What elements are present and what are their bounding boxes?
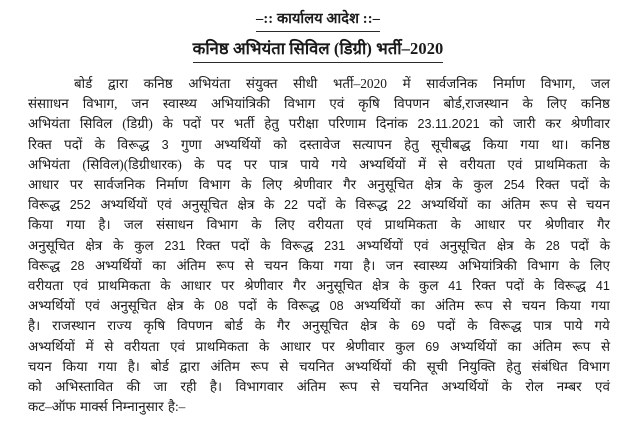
word: क्षेत्र (496, 237, 514, 253)
word: नम्बर (556, 378, 582, 394)
word: 231 (324, 238, 346, 253)
order-body-text (0, 74, 636, 417)
word: पाये (300, 156, 319, 172)
word: कुल (395, 338, 415, 354)
word: को (273, 136, 287, 152)
word: भर्ती (233, 116, 255, 132)
word: से (279, 358, 289, 374)
body-line (28, 357, 610, 377)
body-line (28, 175, 610, 195)
word: अभ्यर्थियों (214, 136, 261, 152)
word: श्रेणीवार (293, 176, 333, 192)
word: बोर्ड,राजस्थान (443, 96, 509, 112)
word: पदों (307, 197, 326, 213)
word: के (266, 298, 278, 314)
body-line (28, 155, 610, 175)
word: से (370, 378, 380, 394)
word: 22 (283, 198, 298, 213)
body-line (28, 377, 610, 397)
word: सार्वजनिक (93, 176, 145, 192)
word: अंतिम (500, 197, 531, 213)
word: रूप (539, 197, 558, 213)
word: अभ्यर्थियों (420, 197, 468, 213)
word: सार्वजनिक (426, 75, 478, 91)
word: रोल (525, 378, 544, 394)
word: चयन (28, 358, 52, 374)
word: दिनांक (375, 116, 408, 132)
word: अनुसूचित (28, 237, 75, 253)
word: सूची (426, 358, 448, 374)
word: 69 (425, 339, 440, 354)
word: पर (518, 217, 532, 233)
word: विभाग (578, 358, 610, 374)
word: विभाग, (540, 75, 576, 91)
body-line (28, 316, 610, 336)
word: दस्तावेज (299, 136, 341, 152)
word: एवं (85, 298, 100, 314)
word: जन (385, 257, 404, 273)
word: अनुसूचित (439, 237, 486, 253)
word: अनुसूचित (315, 277, 363, 293)
word: रूप (572, 338, 591, 354)
word: किया (62, 358, 88, 374)
word: विभाग (198, 176, 231, 192)
word: किया (28, 217, 53, 233)
word: श्रेणीवार (244, 277, 284, 293)
word: एवं (329, 96, 345, 112)
word: एवं (413, 237, 429, 253)
word: अनुसूचित (367, 176, 414, 192)
word: 69 (411, 319, 426, 334)
word: चयन (521, 298, 546, 314)
word: पर (69, 176, 83, 192)
word: है। (127, 358, 140, 374)
body-line (28, 114, 610, 134)
word: जल (590, 75, 610, 91)
word: गया (591, 298, 610, 314)
word: से (567, 197, 577, 213)
word: चयनित (393, 378, 429, 394)
word: गया (98, 358, 117, 374)
word: क्षेत्र (85, 237, 103, 253)
word: अभ्यर्थियों (450, 338, 497, 354)
word: किया (555, 298, 581, 314)
word: गया (66, 217, 86, 233)
word: गये (331, 156, 347, 172)
body-line (28, 215, 610, 235)
word: रूप (250, 358, 269, 374)
word: के (94, 136, 105, 152)
word: रूप (216, 257, 235, 273)
body-line (28, 74, 610, 94)
word: संसाधन (156, 217, 194, 233)
word: आधार (180, 277, 212, 293)
word: संसााधन (28, 96, 69, 112)
word: अभ्यर्थियों (358, 156, 406, 172)
word: निर्माण (155, 176, 188, 192)
word: के (388, 318, 400, 334)
word: 41 (595, 278, 610, 293)
word: विपणन (176, 318, 213, 334)
word: बोर्ड (224, 318, 243, 334)
word: द्वारा (179, 358, 200, 374)
word: का (152, 257, 166, 273)
word: 23.11.2021 (417, 117, 480, 132)
word: पात्र (533, 318, 552, 334)
word: विभाग (527, 257, 559, 273)
word: से (244, 257, 254, 273)
word: के (254, 318, 265, 334)
word: हेतु (264, 116, 279, 132)
word: के (260, 237, 271, 253)
body-line (28, 236, 610, 256)
word: के (335, 197, 346, 213)
word: गया (520, 136, 539, 152)
word: विरूद्ध (281, 237, 314, 253)
word: के (599, 237, 610, 253)
word: एवं (170, 338, 185, 354)
word: 22 (397, 198, 412, 213)
word: लिए (274, 217, 295, 233)
word: गुणा (181, 136, 202, 152)
word: गैर (276, 318, 290, 334)
word: विरूद्ध (117, 136, 150, 152)
word: का (410, 298, 425, 314)
word: राज्य (107, 318, 132, 334)
word: श्रेणीवार (544, 217, 584, 233)
word: में (402, 75, 411, 91)
word: अंतिम (210, 358, 240, 374)
word: एवं (73, 277, 88, 293)
word: के (193, 298, 205, 314)
word: अभियंता (188, 75, 231, 91)
word: एवं (595, 378, 610, 394)
word: में (85, 338, 94, 354)
word: गये (594, 318, 610, 334)
word: विभागवार (235, 378, 284, 394)
body-line (28, 195, 610, 215)
word: के (452, 176, 463, 192)
word: अभियांत्रिकी (210, 96, 270, 112)
word: क्षेत्र (372, 277, 390, 293)
word: रिक्त (28, 136, 52, 152)
word: विरूद्ध (287, 298, 320, 314)
word: अभ्यर्थियों (100, 197, 148, 213)
word: चयन (586, 197, 610, 213)
word: विभाग (206, 217, 238, 233)
word: लिए (589, 257, 610, 273)
word: से (438, 156, 448, 172)
word: अभ्यर्थियों (441, 378, 489, 394)
word: परीक्षा (288, 116, 319, 132)
word: विरूद्ध (28, 257, 61, 273)
word: अभ्यर्थियों (353, 298, 401, 314)
word: पर (243, 156, 257, 172)
word: पद (216, 156, 232, 172)
word: रूप (474, 298, 493, 314)
word: गैर (596, 217, 610, 233)
word: पर (221, 277, 235, 293)
word: (डिग्री) (122, 116, 153, 132)
word: निर्माण (492, 75, 525, 91)
word: अंतिम (434, 298, 465, 314)
word: एवं (356, 217, 372, 233)
word: विभाग (283, 96, 316, 112)
word: के (569, 257, 580, 273)
word: हेतु (506, 358, 521, 374)
word: 41 (448, 278, 463, 293)
word: से (502, 298, 512, 314)
word: वरीयता (308, 217, 344, 233)
word: अभियांत्रिकी (458, 257, 517, 273)
word: को (489, 116, 504, 132)
word: से (600, 338, 610, 354)
word: रही (180, 378, 197, 394)
word: श्रेणीवार (345, 338, 385, 354)
word: कनिष्ठ (580, 136, 610, 152)
word: अभ्यर्थियों (356, 237, 403, 253)
word: के (524, 237, 535, 253)
word: बोर्ड (150, 358, 169, 374)
word: में (418, 156, 427, 172)
word: जल (123, 217, 143, 233)
word: सिविल (79, 116, 113, 132)
word: है:– (167, 399, 186, 415)
word: श्रेणीवार (570, 116, 610, 132)
word: एवं (156, 197, 172, 213)
word: आधार (279, 338, 311, 354)
word: पात्र (269, 156, 288, 172)
word: चयनित (299, 358, 334, 374)
word: के (599, 176, 610, 192)
word: पदों (64, 136, 83, 152)
word: गैर (292, 277, 306, 293)
word: पदों (570, 237, 589, 253)
word: सूचीबद्ध (431, 136, 471, 152)
word: है। (28, 318, 41, 334)
word: द्वारा (107, 75, 129, 91)
word: अभ्यर्थियों (28, 298, 75, 314)
word: के (258, 338, 270, 354)
word: स्वास्थ्य (162, 96, 197, 112)
word: पर (321, 338, 335, 354)
word: से (104, 338, 114, 354)
word: के (467, 318, 478, 334)
word: मार्क्स (79, 399, 108, 415)
word: कृषि (358, 96, 380, 112)
word: एवं (507, 156, 523, 172)
word: लिए (262, 176, 283, 192)
word: अभ्यर्थियों (28, 338, 75, 354)
recruitment-subtitle: कनिष्ठ अभियंता सिविल (डिग्री) भर्ती–2020 (193, 37, 444, 63)
word: आधार (28, 176, 59, 192)
word: पाये (563, 318, 583, 334)
word: विरूद्ध (489, 318, 522, 334)
word: किया (482, 136, 508, 152)
word: क्षेत्र (237, 197, 255, 213)
word: राजस्थान (52, 318, 96, 334)
word: के (264, 197, 275, 213)
word: पदों (238, 298, 257, 314)
word: गैर (343, 176, 357, 192)
word: 28 (545, 238, 560, 253)
body-line (28, 135, 610, 155)
word: है। (98, 217, 111, 233)
word: अभियंता (28, 116, 70, 132)
word: 3 (161, 137, 169, 152)
word: (सिविल)(डिग्रीधारक) (82, 156, 182, 172)
word: प्राथमिकता (534, 156, 588, 172)
body-line (28, 276, 610, 296)
word: जन (131, 96, 149, 112)
word: कट–ऑफ (28, 399, 76, 415)
word: 28 (70, 258, 85, 273)
word: हेतु (404, 136, 419, 152)
word: अंतिम (296, 378, 326, 394)
subtitle-wrapper (0, 37, 636, 63)
word: अंतिम (176, 257, 206, 273)
word: के (251, 217, 262, 233)
document-heading-block (0, 0, 636, 63)
body-line (28, 94, 610, 114)
word: पदों (505, 277, 524, 293)
word: अभ्यर्थियों (94, 257, 142, 273)
body-line (28, 397, 610, 417)
word: विपणन (393, 96, 430, 112)
word: 252 (69, 198, 91, 213)
word: विरूद्ध (28, 197, 61, 213)
word: के (522, 96, 533, 112)
word: क्षेत्र (424, 176, 442, 192)
word: का (507, 338, 522, 354)
word: के (599, 156, 610, 172)
word: के (450, 217, 461, 233)
word: विभाग, (82, 96, 118, 112)
word: रिक्त (472, 277, 496, 293)
word: 08 (214, 299, 229, 314)
word: वरीयता (459, 156, 496, 172)
word: 08 (329, 299, 344, 314)
word: को (28, 378, 42, 394)
word: कर (545, 116, 562, 132)
word: रूप (339, 378, 358, 394)
word: जा (153, 378, 168, 394)
word: के (194, 156, 205, 172)
word: कनिष्ठ (580, 96, 610, 112)
word: सीधी (293, 75, 318, 91)
word: 231 (164, 238, 186, 253)
word: विरूद्ध (553, 277, 586, 293)
word: कुल (473, 176, 493, 192)
word: पदों (231, 237, 250, 253)
word: स्वास्थ्य (413, 257, 448, 273)
word: पदों (182, 116, 201, 132)
word: आधार (474, 217, 506, 233)
word: अंतिम (532, 338, 562, 354)
word: के (162, 116, 173, 132)
word: प्राथमिकता (195, 338, 249, 354)
word: है। (209, 378, 223, 394)
word: अभ्यर्थियों (344, 358, 392, 374)
word: संयुक्त (245, 75, 278, 91)
word: अभिस्तावित (55, 378, 114, 394)
word: बोर्ड (74, 75, 93, 91)
word: कुल (419, 277, 439, 293)
word: है। (363, 257, 376, 273)
word: अभियंता (28, 156, 70, 172)
word: कनिष्ठ (143, 75, 173, 91)
word: पदों (437, 318, 456, 334)
word: परिणाम (328, 116, 366, 132)
word: क्षेत्र (166, 298, 184, 314)
word: विरूद्ध (355, 197, 388, 213)
word: पदों (570, 176, 589, 192)
body-line (28, 296, 610, 316)
word: नियुक्ति (458, 358, 496, 374)
word: 254 (503, 177, 525, 192)
word: सत्यापन (352, 136, 392, 152)
word: अनुसूचित (181, 197, 228, 213)
word: पर (210, 116, 224, 132)
word: के (501, 378, 512, 394)
word: प्राथमिकता (384, 217, 438, 233)
word: लिए (546, 96, 567, 112)
word: संबंधित (531, 358, 568, 374)
word: वरीयता (124, 338, 160, 354)
word: अनुसूचित (110, 298, 157, 314)
word: भर्ती–2020 (333, 75, 387, 91)
word: चयन (264, 257, 288, 273)
body-line (28, 256, 610, 276)
office-order-title: –:: कार्यालय आदेश ::– (256, 9, 380, 32)
word: रिक्त (196, 237, 221, 253)
word: की (402, 358, 416, 374)
word: कृषि (143, 318, 166, 334)
word: था। (551, 136, 569, 152)
word: के (113, 237, 124, 253)
word: प्राथमिकता (97, 277, 151, 293)
word: क्षेत्र (360, 318, 378, 334)
word: के (398, 277, 410, 293)
word: वरीयता (28, 277, 64, 293)
body-line (28, 337, 610, 357)
word: किया (298, 257, 324, 273)
word: के (241, 176, 252, 192)
word: जारी (513, 116, 536, 132)
word: निम्नानुसार (111, 399, 164, 415)
word: कुल (134, 237, 154, 253)
word: की (126, 378, 141, 394)
word: रिक्त (535, 176, 560, 192)
word: गया (333, 257, 353, 273)
word: के (533, 277, 545, 293)
word: के (160, 277, 171, 293)
word: अनुसूचित (301, 318, 349, 334)
word: का (477, 197, 492, 213)
